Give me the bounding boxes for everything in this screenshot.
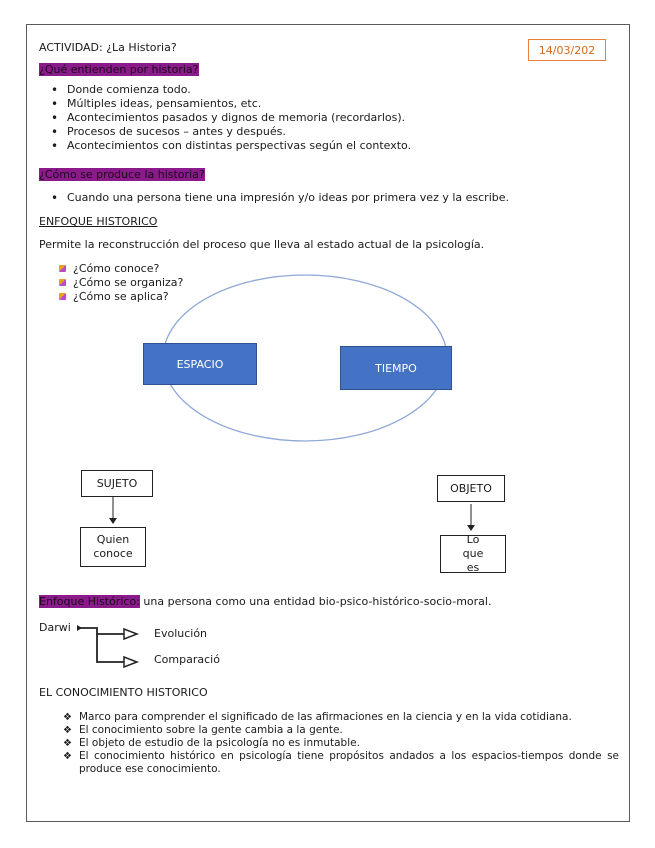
activity-title: ACTIVIDAD: ¿La Historia? [39,41,177,54]
objeto-box: OBJETO [437,475,505,502]
sujeto-box: SUJETO [81,470,153,497]
branch-comparacion: Comparació [154,653,220,666]
diamond-icon: ❖ [63,725,72,736]
enfoque-paragraph: Permite la reconstrucción del proceso que lleva al estado actual de la psicología. [39,238,485,251]
q1-item: • Acontecimientos con distintas perspectivas según el contexto. [45,139,411,153]
conocimiento-text: El conocimiento histórico en psicología tiene propósitos andados a los espacios-tiempos donde se produce ese conocimiento. [79,750,619,775]
question-text: ¿Cómo conoce? [73,262,160,275]
question-text: ¿Cómo se organiza? [73,276,184,289]
conocimiento-item [61,711,619,724]
date-box: 14/03/202 [528,39,606,61]
enfoque-definition-text: una persona como una entidad bio-psico-histórico-socio-moral. [139,595,492,608]
conocimiento-text: El conocimiento sobre la gente cambia a la gente. [79,724,343,736]
diamond-icon: ❖ [63,738,72,749]
conocimiento-text: El objeto de estudio de la psicología no es inmutable. [79,737,360,749]
q1-item: • Múltiples ideas, pensamientos, etc. [45,97,411,111]
diamond-icon: ❖ [63,712,72,723]
branch-evolucion: Evolución [154,627,208,640]
darwin-arrow-tip [77,625,82,631]
q1-item: • Acontecimientos pasados y dignos de memoria (recordarlos). [45,111,411,125]
tiempo-box: TIEMPO [340,346,452,390]
enfoque-definition-label: Enfoque Histórico: [39,595,140,608]
enfoque-heading: ENFOQUE HISTORICO [39,215,158,228]
question-text: ¿Cómo se aplica? [73,290,169,303]
q2-item: • Cuando una persona tiene una impresión y/o ideas por primera vez y la escribe. [45,191,509,205]
conocimiento-heading: EL CONOCIMIENTO HISTORICO [39,686,208,699]
q1-item: • Procesos de sucesos – antes y después. [45,125,411,139]
conocimiento-item [61,750,619,776]
q1-heading-text: ¿Qué entienden por historia? [39,63,199,76]
diagram-lines [27,25,631,823]
objeto-arrow-head [467,525,475,531]
espacio-box: ESPACIO [143,343,257,385]
quien-conoce-box: Quien conoce [80,527,146,567]
diamond-icon: ❖ [63,751,72,762]
lo-que-es-box: Lo que es [440,535,506,573]
conocimiento-item [61,737,619,750]
q2-heading-text: ¿Cómo se produce la historia? [39,168,205,181]
conocimiento-item [61,724,619,737]
enfoque-definition [39,595,491,609]
conocimiento-list [61,711,619,776]
q1-item: • Donde comienza todo. [45,83,411,97]
document-page [26,24,630,822]
sujeto-arrow-head [109,518,117,524]
darwin-label: Darwi [39,621,71,634]
comparacion-arrow [124,657,137,667]
evolucion-arrow [124,629,137,639]
conocimiento-text: Marco para comprender el significado de las afirmaciones en la ciencia y en la vida cotidiana. [79,711,572,723]
